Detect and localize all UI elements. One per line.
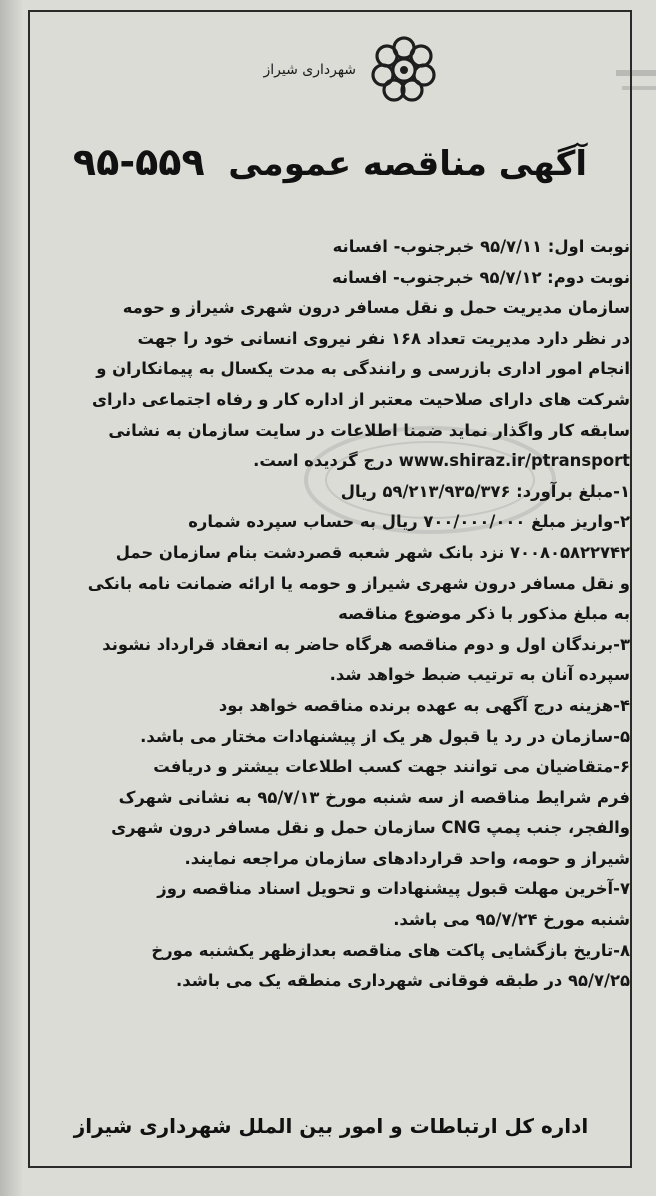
notice-first: نوبت اول: ۹۵/۷/۱۱ خبرجنوب- افسانه: [332, 237, 630, 256]
item-line: ۱-مبلغ برآورد: ۵۹/۲۱۳/۹۳۵/۳۷۶ ریال: [340, 481, 630, 501]
notice-second: نوبت دوم: ۹۵/۷/۱۲ خبرجنوب- افسانه: [332, 267, 630, 287]
item-line: شیراز و حومه، واحد قراردادهای سازمان مراجعه نمایند.: [184, 848, 630, 868]
item-line: ۹۵/۷/۲۵ در طبقه فوقانی شهرداری منطقه یک می باشد.: [176, 971, 630, 991]
website-line: [40, 446, 630, 477]
shiraz-municipality-logo: [366, 32, 442, 108]
tender-headline: [40, 140, 620, 220]
flower-rosette-icon: [366, 32, 442, 108]
item-line: و نقل مسافر درون شهری شیراز و حومه یا ارائه ضمانت نامه بانکی: [87, 573, 630, 593]
advertisement-body: [40, 232, 630, 997]
body-line: انجام امور اداری بازرسی و رانندگی به مدت یکسال به پیمانکاران و: [96, 359, 630, 379]
body-line: شرکت های دارای صلاحیت معتبر از اداره کار و رفاه اجتماعی دارای: [91, 389, 630, 409]
headline-title: آگهی مناقصه عمومی: [228, 144, 588, 184]
item-line: ۲-واریز مبلغ ۷۰۰/۰۰۰/۰۰۰ ریال به حساب سپرده شماره: [188, 512, 630, 532]
organization-name: شهرداری شیراز: [263, 62, 356, 78]
body-line: سازمان مدیریت حمل و نقل مسافر درون شهری شیراز و حومه: [122, 298, 630, 318]
item-line: ۷-آخرین مهلت قبول پیشنهادات و تحویل اسناد مناقصه روز: [157, 879, 630, 899]
item-line: ۵-سازمان در رد یا قبول هر یک از پیشنهادات مختار می باشد.: [140, 726, 630, 746]
body-line: در نظر دارد مدیریت تعداد ۱۶۸ نفر نیروی انسانی خود را جهت: [137, 328, 630, 348]
item-line: والفجر، جنب پمپ CNG سازمان حمل و نقل مسافر درون شهری: [111, 818, 630, 838]
item-line: به مبلغ مذکور با ذکر موضوع مناقصه: [338, 604, 630, 624]
tender-number: ۵۵۹-۹۵: [72, 140, 205, 184]
website-url: www.shiraz.ir/ptransport: [398, 451, 630, 471]
body-line: سابقه کار واگذار نماید ضمنا اطلاعات در سایت سازمان به نشانی: [108, 420, 630, 440]
item-line: ۳-برندگان اول و دوم مناقصه هرگاه حاضر به انعقاد قرارداد نشوند: [102, 634, 630, 654]
website-suffix: درج گردیده است.: [253, 451, 393, 471]
item-line: ۶-متقاضیان می توانند جهت کسب اطلاعات بیشتر و دریافت: [153, 757, 630, 777]
item-line: سپرده آنان به ترتیب ضبط خواهد شد.: [329, 665, 630, 685]
page-edge-shadow: [0, 0, 22, 1196]
item-line: ۸-تاریخ بازگشایی پاکت های مناقصه بعدازظهر یکشنبه مورخ: [151, 940, 630, 960]
item-line: ۴-هزینه درج آگهی به عهده برنده مناقصه خواهد بود: [218, 695, 630, 715]
item-line: شنبه مورخ ۹۵/۷/۲۴ می باشد.: [393, 910, 630, 930]
item-line: فرم شرایط مناقصه از سه شنبه مورخ ۹۵/۷/۱۳ به نشانی شهرک: [118, 787, 630, 807]
footer-signature: اداره کل ارتباطات و امور بین الملل شهرداری شیراز: [73, 1114, 589, 1138]
item-line: ۷۰۰۸۰۵۸۲۲۷۴۲ نزد بانک شهر شعبه قصردشت بنام سازمان حمل: [115, 542, 630, 562]
